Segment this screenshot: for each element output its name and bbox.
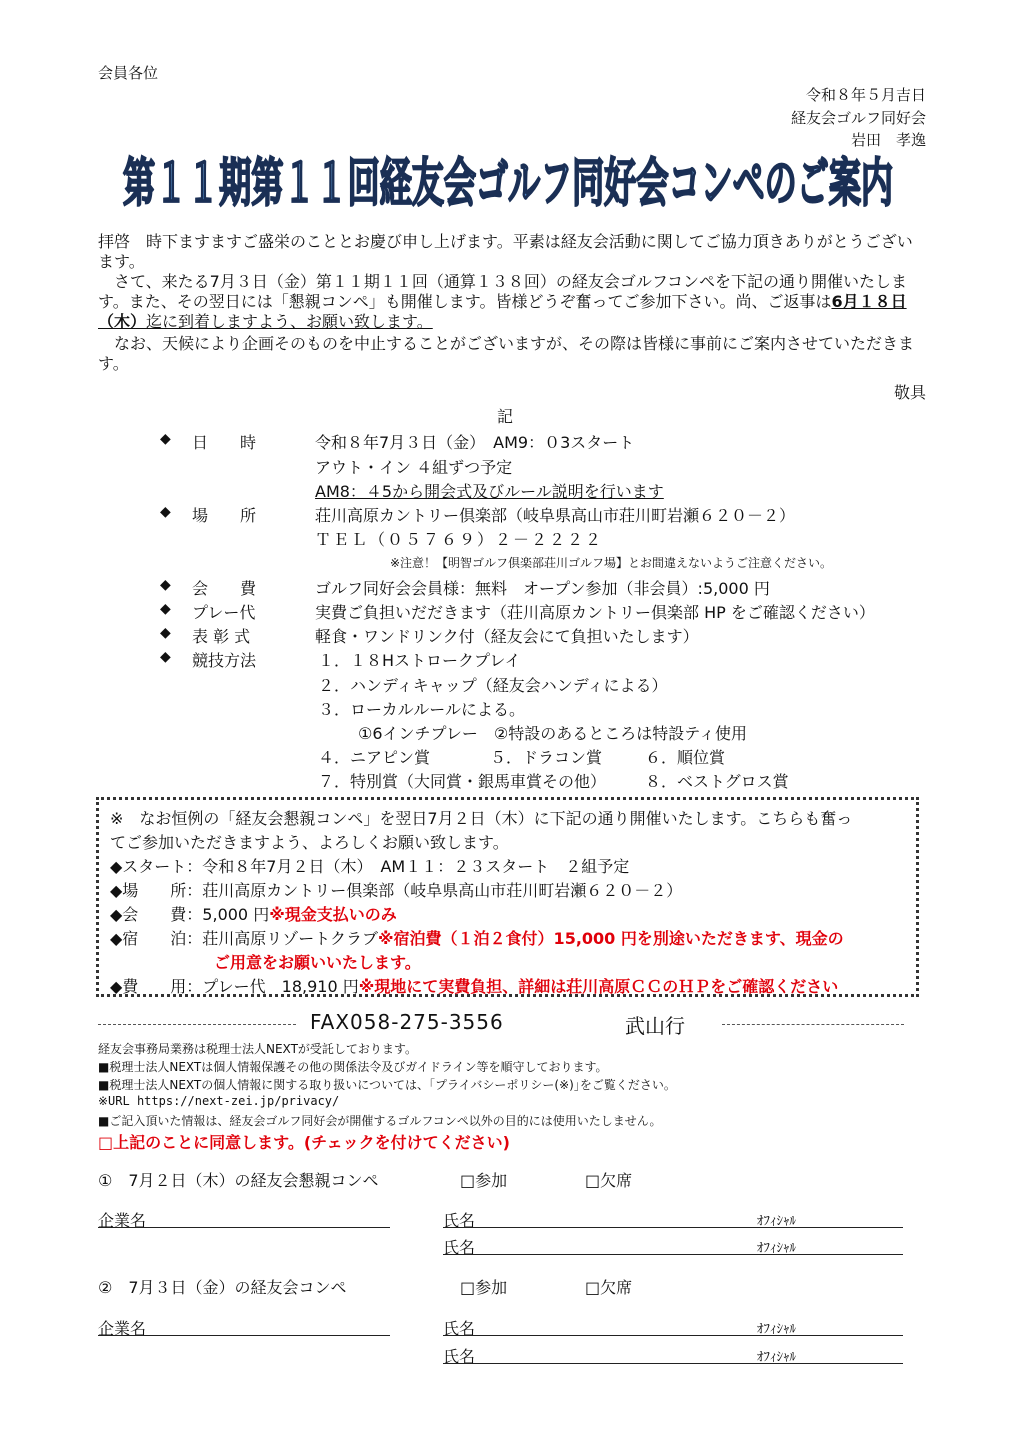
rule-item: ６．順位賞	[645, 748, 726, 767]
award-value: 軽食・ワンドリンク付（経友会にて負担いたします）	[315, 627, 699, 646]
konshin-stay-note: ご用意をお願いいたします。	[214, 953, 421, 972]
play-fee-value: 実費ご負担いだだきます（荘川高原カントリー倶楽部 HP をご確認ください）	[315, 603, 875, 622]
question-konshin: ① 7月２日（木）の経友会懇親コンペ	[98, 1171, 379, 1190]
rule-item: １．１８Hストロークプレイ	[318, 651, 521, 670]
privacy-line: ■税理士法人NEXTの個人情報に関する取り扱いについては、｢プライバシーポリシー(※)｣をご覧ください。	[98, 1078, 676, 1092]
absent-checkbox-1[interactable]: □欠席	[585, 1171, 633, 1190]
rule-subitem: ①6インチプレー ②特設のあるところは特設ティ使用	[358, 724, 747, 743]
rule-item: ２．ハンディキャップ（経友会ハンディによる）	[318, 676, 668, 695]
place-label: 場 所	[192, 506, 257, 525]
absent-checkbox-2[interactable]: □欠席	[585, 1278, 633, 1297]
fee-label: 会 費	[192, 579, 257, 598]
name-label: 氏名	[443, 1319, 476, 1338]
bullet: ◆	[160, 577, 171, 593]
place-note: ※注意！【明智ゴルフ倶楽部荘川ゴルフ場】とお間違えないようご注意ください。	[390, 556, 833, 570]
weather-paragraph: なお、天候により企画そのものを中止することがございますが、その際は皆様に事前にご案内させていただきます。	[98, 334, 915, 373]
divider	[98, 1024, 296, 1025]
konshin-fee: ◆会 費：5,000 円※現金支払いのみ	[110, 905, 397, 924]
award-label: 表 彰 式	[192, 627, 251, 646]
company-field[interactable]	[98, 1335, 390, 1336]
bullet: ◆	[160, 601, 171, 617]
bullet: ◆	[160, 625, 171, 641]
rule-item: ７．特別賞（大同賞・銀馬車賞その他）	[318, 772, 607, 791]
konshin-start: ◆スタート：令和８年7月２日（木） AM１１：２３スタート ２組予定	[110, 857, 630, 876]
addressee: 会員各位	[98, 64, 159, 82]
name-label: 氏名	[443, 1347, 476, 1366]
rule-item: ８．ベストグロス賞	[645, 772, 789, 791]
official-label: ｵﾌｨｼｬﾙ	[757, 1241, 796, 1256]
reply-deadline: 6月１８日（木）	[98, 292, 907, 331]
official-label: ｵﾌｨｼｬﾙ	[757, 1214, 796, 1229]
fee-value: ゴルフ同好会会員様：無料 オープン参加（非会員）:5,000 円	[315, 579, 770, 598]
konshin-intro: ※ なお恒例の「経友会懇親コンペ」を翌日7月２日（木）に下記の通り開催いたします。こちらも奮っ	[110, 809, 853, 828]
privacy-line: 経友会事務局業務は税理士法人NEXTが受託しております。	[98, 1042, 417, 1056]
greeting-paragraph: 拝啓 時下ますますご盛栄のこととお慶び申し上げます。平素は経友会活動に関してご協力頂きありがとうございます。	[98, 232, 913, 271]
bullet: ◆	[160, 649, 171, 665]
official-label: ｵﾌｨｼｬﾙ	[757, 1350, 796, 1365]
konshin-place: ◆場 所：荘川高原カントリー倶楽部（岐阜県高山市荘川町岩瀬６２０－２）	[110, 881, 683, 900]
official-label: ｵﾌｨｼｬﾙ	[757, 1322, 796, 1337]
konshin-stay: ◆宿 泊：荘川高原リゾートクラブ※宿泊費（１泊２食付）15,000 円を別途いただきます、現金の	[110, 929, 844, 948]
ki-heading: 記	[497, 407, 514, 426]
name-label: 氏名	[443, 1211, 476, 1230]
play-fee-label: プレー代	[192, 603, 256, 622]
sender: 岩田 孝逸	[850, 131, 926, 149]
rules-label: 競技方法	[192, 651, 257, 670]
name-field[interactable]	[443, 1335, 903, 1336]
question-compe: ② 7月３日（金）の経友会コンペ	[98, 1278, 347, 1297]
datetime-ceremony: AM8：４5から開会式及びルール説明を行います	[315, 482, 664, 501]
closing: 敬具	[893, 383, 926, 402]
fax-number: FAX058-275-3556	[310, 1010, 504, 1034]
company-field[interactable]	[98, 1227, 390, 1228]
name-field[interactable]	[443, 1227, 903, 1228]
datetime-value: 令和８年7月３日（金） AM9：０3スタート	[315, 433, 635, 452]
attend-checkbox-1[interactable]: □参加	[460, 1171, 508, 1190]
bullet: ◆	[160, 431, 171, 447]
company-label: 企業名	[98, 1319, 147, 1338]
datetime-groups: アウト・イン ４組ずつ予定	[315, 458, 513, 477]
bullet: ◆	[160, 504, 171, 520]
place-tel: ＴＥＬ（０５７６９）２－２２２２	[315, 530, 604, 549]
rule-item: ５．ドラコン賞	[490, 748, 603, 767]
name-field[interactable]	[443, 1363, 903, 1364]
konshin-intro-2: てご参加いただきますよう、よろしくお願い致します。	[110, 833, 509, 852]
company-label: 企業名	[98, 1211, 147, 1230]
privacy-line: ■ご記入頂いた情報は、経友会ゴルフ同好会が開催するゴルフコンペ以外の目的には使用いたしません。	[98, 1114, 662, 1128]
fax-recipient: 武山行	[625, 1014, 685, 1038]
date: 令和８年５月吉日	[805, 86, 926, 104]
divider	[722, 1024, 904, 1025]
privacy-url: ※URL https://next-zei.jp/privacy/	[98, 1094, 340, 1108]
svg-text:第１１期第１１回経友会ゴルフ同好会コンペのご案内: 第１１期第１１回経友会ゴルフ同好会コンペのご案内	[123, 154, 894, 214]
consent-checkbox[interactable]: □上記のことに同意します。(チェックを付けてください)	[98, 1133, 510, 1152]
page-title	[118, 146, 898, 216]
privacy-line: ■税理士法人NEXTは個人情報保護その他の関係法令及びガイドライン等を順守しております。	[98, 1060, 608, 1074]
place-value: 荘川高原カントリー倶楽部（岐阜県高山市荘川町岩瀬６２０－２）	[315, 506, 796, 525]
konshin-cost: ◆費 用：プレー代 18,910 円※現地にて実費負担、詳細は荘川高原ＣＣのＨＰをご確認ください	[110, 977, 839, 996]
name-label: 氏名	[443, 1238, 476, 1257]
datetime-label: 日 時	[192, 433, 257, 452]
organization: 経友会ゴルフ同好会	[790, 109, 926, 127]
name-field[interactable]	[443, 1254, 903, 1255]
rule-item: ３．ローカルルールによる。	[318, 700, 525, 719]
rule-item: ４．ニアピン賞	[318, 748, 431, 767]
announcement-paragraph: さて、来たる7月３日（金）第１１期１１回（通算１３８回）の経友会ゴルフコンペを下記の通り開催いたします。また、その翌日には「懇親コンペ」も開催します。皆様どうぞ奮ってご参加下さい。尚、ご返事は6月１８日（木）迄に到着しますよう、お願い致します。	[98, 272, 908, 331]
attend-checkbox-2[interactable]: □参加	[460, 1278, 508, 1297]
